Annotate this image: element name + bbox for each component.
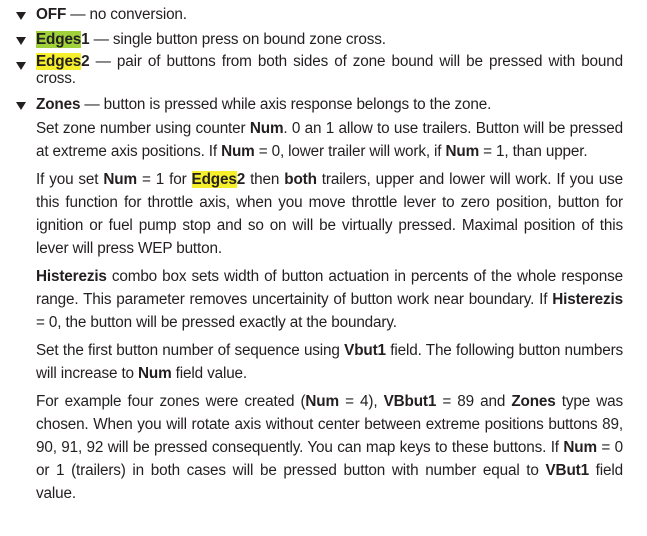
list-item-off bbox=[14, 3, 623, 26]
text: Set zone number using counter bbox=[36, 120, 250, 137]
term-description: — pair of buttons from both sides of zone bound will be pressed with bbox=[95, 53, 576, 70]
term-edges-number: 2 bbox=[81, 53, 90, 70]
list-item-text bbox=[36, 53, 623, 87]
text: Set the first button number of sequence using bbox=[36, 342, 345, 359]
text: = 0, the button will be pressed exactly at the boundary. bbox=[36, 314, 397, 331]
term-zones: Zones bbox=[36, 96, 81, 113]
zones-paragraph-2 bbox=[36, 168, 623, 260]
term-description-cont: bound cross. bbox=[36, 53, 623, 87]
zones-paragraph-1 bbox=[36, 117, 623, 163]
text: trailers, upper and lower will work. If you use this function for throttle axis, when you move throttle lever to zero position, button for ignition or fuel pump stop and so on will be virtually pressed. Maximal position of this lever will press WEP button. bbox=[36, 171, 624, 257]
text: If you set bbox=[36, 171, 104, 188]
text: = 0 or 1 (trailers) in both cases will be pressed button with number equal to bbox=[36, 439, 623, 479]
text: = 4), bbox=[338, 393, 384, 410]
text: field. The following button numbers will increase to bbox=[36, 342, 624, 382]
text: field value. bbox=[171, 365, 248, 382]
list-item-edges1 bbox=[14, 28, 623, 51]
bold-term: VBbut1 bbox=[383, 393, 437, 410]
triangle-down-icon bbox=[16, 102, 26, 110]
bold-term: 2 bbox=[236, 171, 246, 188]
bold-term: Vbut1 bbox=[344, 342, 386, 359]
text: = 89 and bbox=[436, 393, 512, 410]
text: type was chosen. When you will rotate axis without center between extreme positions buttons 89, 90, 91, 92 will be pressed consequently. You can map keys to these buttons. If bbox=[36, 393, 623, 456]
bold-term: Num bbox=[103, 171, 137, 188]
bold-term: both bbox=[284, 171, 317, 188]
term-description: — button is pressed while axis response belongs to the zone. bbox=[84, 96, 492, 113]
triangle-down-icon bbox=[16, 62, 26, 70]
bold-term: Histerezis bbox=[552, 291, 623, 308]
vbut1-paragraph bbox=[36, 339, 623, 385]
bold-term: Num bbox=[305, 393, 339, 410]
bold-term: Num bbox=[138, 365, 172, 382]
text: combo box sets width of button actuation in percents of the whole response range. This parameter removes uncertainity of button work near boundary. If bbox=[36, 268, 623, 308]
text: = 1, than upper. bbox=[479, 143, 588, 160]
list-item-text bbox=[36, 28, 623, 51]
triangle-down-icon bbox=[16, 37, 26, 45]
bold-term: Num bbox=[249, 120, 284, 137]
text: then bbox=[245, 171, 285, 188]
example-paragraph bbox=[36, 390, 623, 505]
histerezis-paragraph bbox=[36, 265, 623, 334]
term-edges-number: 1 bbox=[81, 31, 90, 48]
bold-term: Zones bbox=[511, 393, 556, 410]
term-edges-highlight: Edges bbox=[36, 53, 82, 70]
text: = 0, lower trailer will work, if bbox=[254, 143, 446, 160]
list-item-text bbox=[36, 3, 623, 26]
term-off: OFF bbox=[36, 6, 67, 23]
term-description: — single button press on bound zone cross. bbox=[93, 31, 386, 48]
text: field value. bbox=[36, 462, 623, 502]
bold-term: Num bbox=[221, 143, 255, 160]
text: = 1 for bbox=[136, 171, 192, 188]
text: . 0 an 1 allow to use trailers. Button will be pressed at extreme axis positions. If bbox=[36, 120, 623, 160]
list-item-zones bbox=[14, 93, 623, 116]
edges-highlight: Edges bbox=[191, 171, 237, 188]
bold-term: Num bbox=[563, 439, 597, 456]
list-item-edges2 bbox=[14, 53, 623, 87]
term-edges-highlight: Edges bbox=[36, 31, 82, 48]
triangle-down-icon bbox=[16, 12, 26, 20]
term-description: — no conversion. bbox=[70, 6, 187, 23]
bold-term: Histerezis bbox=[36, 268, 107, 285]
bold-term: Num bbox=[445, 143, 480, 160]
text: For example four zones were created ( bbox=[36, 393, 306, 410]
bold-term: VBut1 bbox=[545, 462, 589, 479]
list-item-text bbox=[36, 93, 623, 116]
